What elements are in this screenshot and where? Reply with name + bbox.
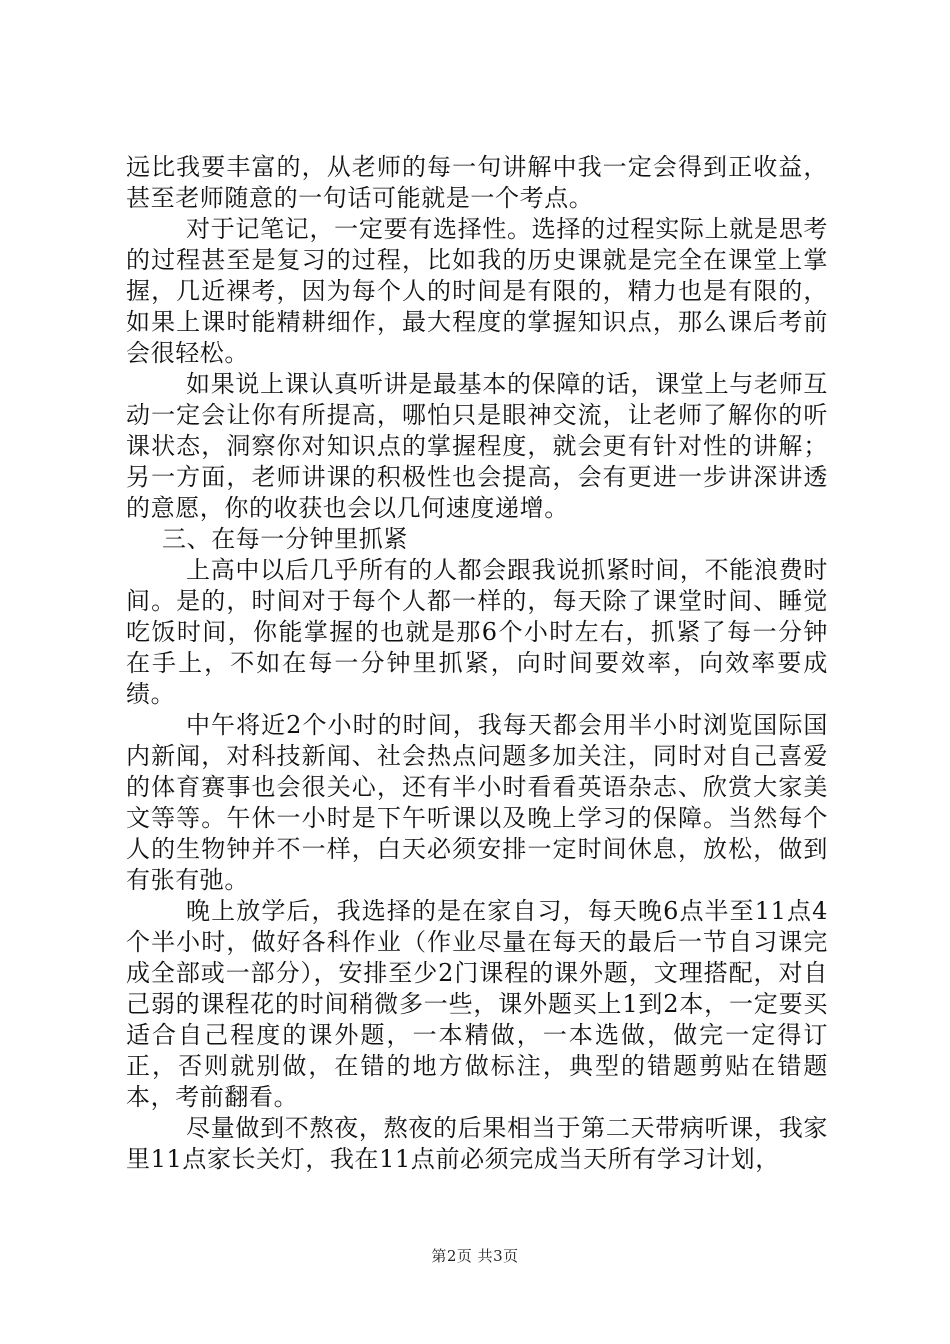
paragraph-note-taking: 对于记笔记，一定要有选择性。选择的过程实际上就是思考的过程甚至是复习的过程，比如我的历史课就是完全在课堂上掌握，几近裸考，因为每个人的时间是有限的，精力也是有限的，如果上课时能精耕细作，最大程度的掌握知识点，那么课后考前会很轻松。 xyxy=(126,215,828,367)
paragraph-no-late-nights: 尽量做到不熬夜，熬夜的后果相当于第二天带病听课，我家里11点家长关灯，我在11点前必须完成当天所有学习计划， xyxy=(126,1114,828,1173)
page-number-footer: 第2页 共3页 xyxy=(431,1247,519,1265)
paragraph-continuation: 远比我要丰富的，从老师的每一句讲解中我一定会得到正收益，甚至老师随意的一句话可能就是一个考点。 xyxy=(126,153,828,212)
paragraph-class-interaction: 如果说上课认真听讲是最基本的保障的话，课堂上与老师互动一定会让你有所提高，哪怕只是眼神交流，让老师了解你的听课状态，洞察你对知识点的掌握程度，就会更有针对性的讲解；另一方面，老师讲课的积极性也会提高，会有更进一步讲深讲透的意愿，你的收获也会以几何速度递增。 xyxy=(126,370,828,522)
document-body xyxy=(126,152,828,1175)
paragraph-time-management: 上高中以后几乎所有的人都会跟我说抓紧时间，不能浪费时间。是的，时间对于每个人都一样的，每天除了课堂时间、睡觉吃饭时间，你能掌握的也就是那6个小时左右，抓紧了每一分钟在手上，不如在每一分钟里抓紧，向时间要效率，向效率要成绩。 xyxy=(126,556,828,708)
paragraph-evening-study: 晚上放学后，我选择的是在家自习，每天晚6点半至11点4个半小时，做好各科作业（作业尽量在每天的最后一节自习课完成全部或一部分），安排至少2门课程的课外题，文理搭配，对自己弱的课程花的时间稍微多一些，课外题买上1到2本，一定要买适合自己程度的课外题，一本精做，一本选做，做完一定得订正，否则就别做，在错的地方做标注，典型的错题剪贴在错题本，考前翻看。 xyxy=(126,897,828,1111)
paragraph-noon-schedule: 中午将近2个小时的时间，我每天都会用半小时浏览国际国内新闻，对科技新闻、社会热点问题多加关注，同时对自己喜爱的体育赛事也会很关心，还有半小时看看英语杂志、欣赏大家美文等等。午休一小时是下午听课以及晚上学习的保障。当然每个人的生物钟并不一样，白天必须安排一定时间休息，放松，做到有张有弛。 xyxy=(126,711,828,894)
section-heading: 三、在每一分钟里抓紧 xyxy=(162,525,408,553)
